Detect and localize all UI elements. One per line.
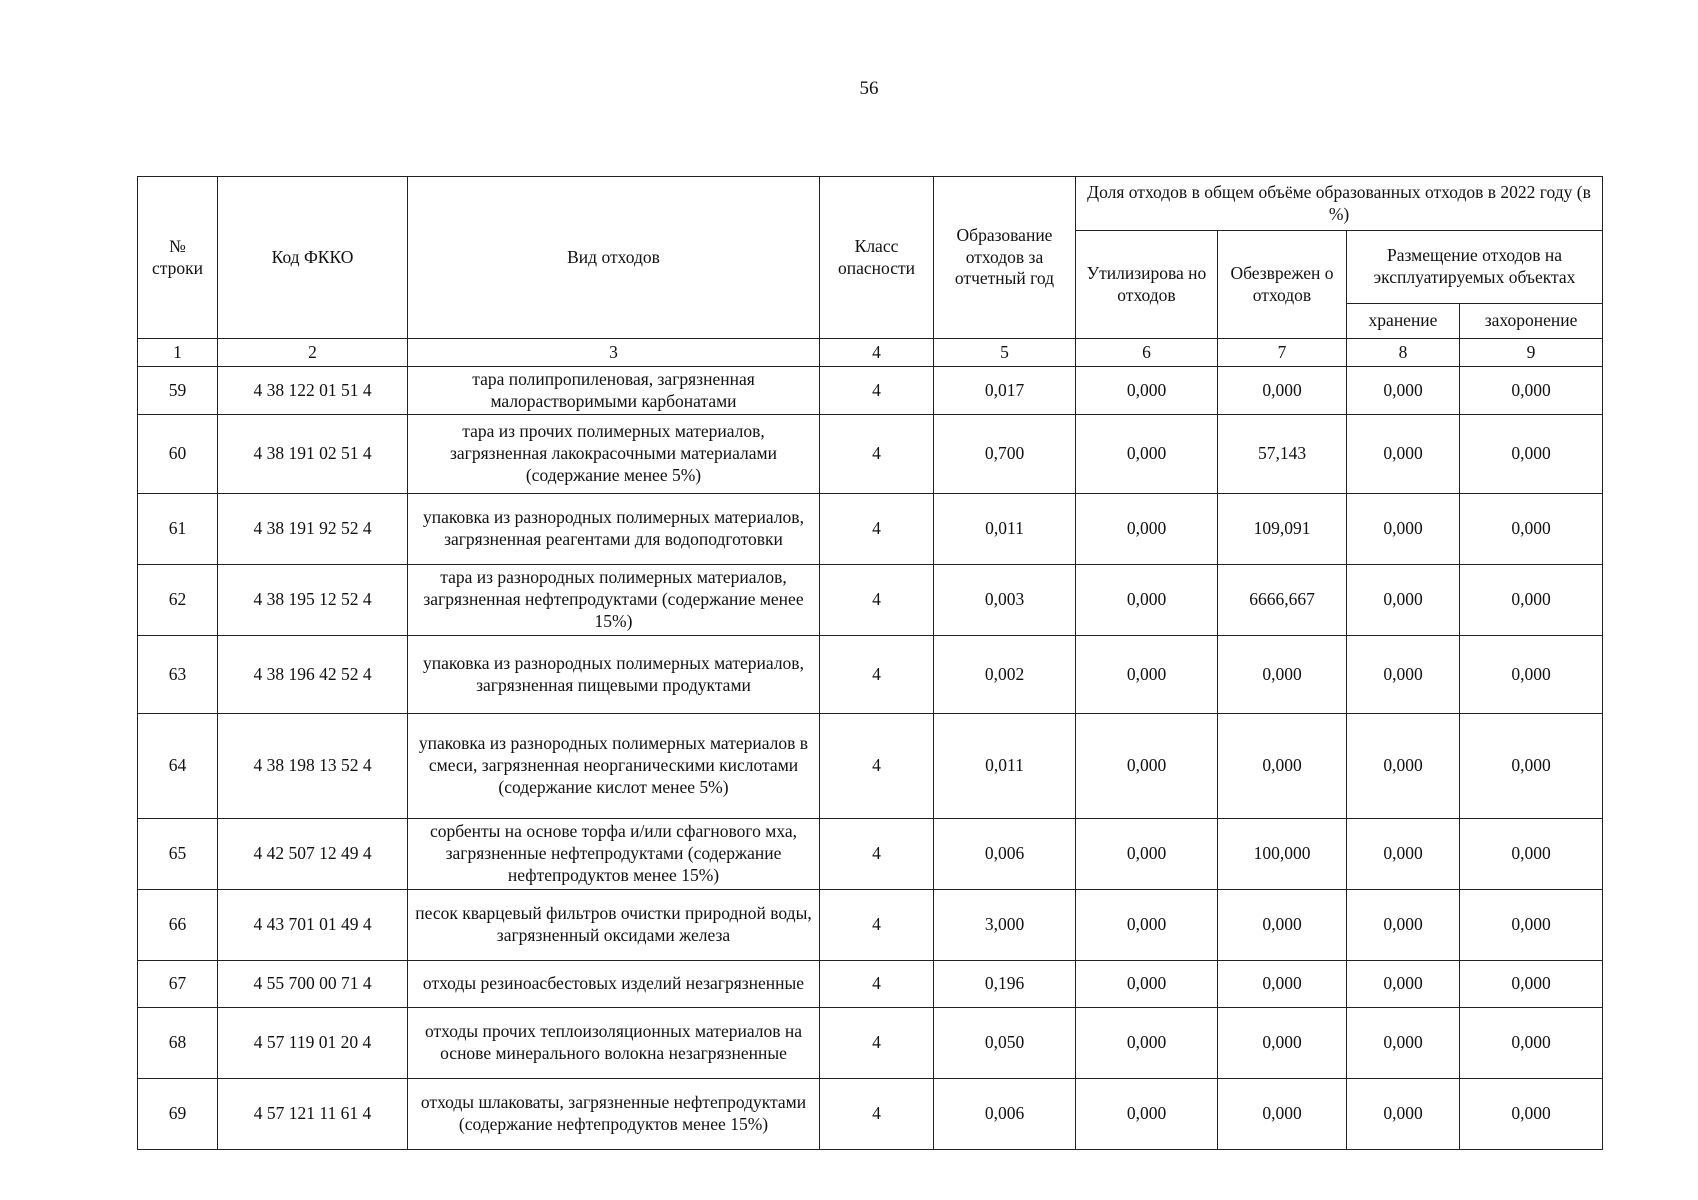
- cell-generation: 0,017: [934, 367, 1076, 415]
- cell-storage: 0,000: [1347, 367, 1460, 415]
- cell-utilized: 0,000: [1076, 367, 1218, 415]
- cell-storage: 0,000: [1347, 961, 1460, 1008]
- table-row: [138, 714, 1603, 819]
- page-number: 56: [859, 78, 879, 99]
- cell-hazard-class: 4: [820, 961, 934, 1008]
- cell-neutralized: 0,000: [1218, 961, 1347, 1008]
- cell-waste-type: отходы прочих теплоизоляционных материалов на основе минерального волокна незагрязненные: [408, 1008, 820, 1079]
- header-waste-type: Вид отходов: [408, 177, 820, 339]
- cell-hazard-class: 4: [820, 415, 934, 494]
- cell-hazard-class: 4: [820, 565, 934, 636]
- column-number: 6: [1076, 339, 1218, 367]
- cell-utilized: 0,000: [1076, 1008, 1218, 1079]
- table-row: [138, 367, 1603, 415]
- cell-row-no: 65: [138, 819, 218, 890]
- cell-code: 4 42 507 12 49 4: [218, 819, 408, 890]
- cell-generation: 0,006: [934, 1079, 1076, 1150]
- cell-waste-type: отходы резиноасбестовых изделий незагрязненные: [408, 961, 820, 1008]
- cell-generation: 0,050: [934, 1008, 1076, 1079]
- cell-waste-type: тара полипропиленовая, загрязненная малорастворимыми карбонатами: [408, 367, 820, 415]
- cell-code: 4 38 195 12 52 4: [218, 565, 408, 636]
- cell-hazard-class: 4: [820, 494, 934, 565]
- column-number: 7: [1218, 339, 1347, 367]
- table-row: [138, 819, 1603, 890]
- table-row: [138, 565, 1603, 636]
- cell-generation: 0,003: [934, 565, 1076, 636]
- table-row: [138, 1008, 1603, 1079]
- cell-neutralized: 0,000: [1218, 636, 1347, 714]
- cell-neutralized: 109,091: [1218, 494, 1347, 565]
- cell-hazard-class: 4: [820, 819, 934, 890]
- cell-generation: 0,006: [934, 819, 1076, 890]
- cell-storage: 0,000: [1347, 415, 1460, 494]
- header-neutralized: Обезврежен о отходов: [1218, 231, 1347, 339]
- cell-waste-type: упаковка из разнородных полимерных материалов, загрязненная пищевыми продуктами: [408, 636, 820, 714]
- cell-utilized: 0,000: [1076, 415, 1218, 494]
- cell-neutralized: 0,000: [1218, 367, 1347, 415]
- cell-generation: 0,196: [934, 961, 1076, 1008]
- column-number: 4: [820, 339, 934, 367]
- cell-row-no: 62: [138, 565, 218, 636]
- cell-utilized: 0,000: [1076, 890, 1218, 961]
- cell-storage: 0,000: [1347, 636, 1460, 714]
- cell-burial: 0,000: [1460, 636, 1603, 714]
- cell-waste-type: упаковка из разнородных полимерных материалов, загрязненная реагентами для водоподготовки: [408, 494, 820, 565]
- cell-neutralized: 0,000: [1218, 714, 1347, 819]
- cell-code: 4 38 196 42 52 4: [218, 636, 408, 714]
- column-number: 2: [218, 339, 408, 367]
- column-number: 8: [1347, 339, 1460, 367]
- cell-neutralized: 100,000: [1218, 819, 1347, 890]
- cell-row-no: 67: [138, 961, 218, 1008]
- cell-storage: 0,000: [1347, 1008, 1460, 1079]
- table-row: [138, 890, 1603, 961]
- cell-code: 4 38 191 92 52 4: [218, 494, 408, 565]
- column-number: 9: [1460, 339, 1603, 367]
- cell-code: 4 57 119 01 20 4: [218, 1008, 408, 1079]
- header-row-no: № строки: [138, 177, 218, 339]
- header-burial: захоронение: [1460, 304, 1603, 339]
- cell-hazard-class: 4: [820, 890, 934, 961]
- header-generation: Образование отходов за отчетный год: [934, 177, 1076, 339]
- cell-code: 4 57 121 11 61 4: [218, 1079, 408, 1150]
- cell-storage: 0,000: [1347, 494, 1460, 565]
- header-hazard-class: Класс опасности: [820, 177, 934, 339]
- cell-waste-type: отходы шлаковаты, загрязненные нефтепродуктами (содержание нефтепродуктов менее 15%): [408, 1079, 820, 1150]
- cell-row-no: 61: [138, 494, 218, 565]
- cell-code: 4 55 700 00 71 4: [218, 961, 408, 1008]
- header-code: Код ФККО: [218, 177, 408, 339]
- cell-burial: 0,000: [1460, 819, 1603, 890]
- cell-row-no: 69: [138, 1079, 218, 1150]
- cell-hazard-class: 4: [820, 367, 934, 415]
- cell-neutralized: 0,000: [1218, 890, 1347, 961]
- cell-generation: 0,011: [934, 714, 1076, 819]
- cell-hazard-class: 4: [820, 1079, 934, 1150]
- table-row: [138, 1079, 1603, 1150]
- cell-neutralized: 6666,667: [1218, 565, 1347, 636]
- cell-burial: 0,000: [1460, 961, 1603, 1008]
- cell-storage: 0,000: [1347, 714, 1460, 819]
- cell-burial: 0,000: [1460, 714, 1603, 819]
- cell-generation: 3,000: [934, 890, 1076, 961]
- cell-waste-type: тара из прочих полимерных материалов, загрязненная лакокрасочными материалами (содержание менее 5%): [408, 415, 820, 494]
- cell-utilized: 0,000: [1076, 714, 1218, 819]
- cell-row-no: 59: [138, 367, 218, 415]
- cell-burial: 0,000: [1460, 565, 1603, 636]
- header-utilized: Утилизирова но отходов: [1076, 231, 1218, 339]
- cell-row-no: 68: [138, 1008, 218, 1079]
- cell-burial: 0,000: [1460, 415, 1603, 494]
- table-row: [138, 961, 1603, 1008]
- header-share-group: Доля отходов в общем объёме образованных отходов в 2022 году (в %): [1076, 177, 1603, 231]
- cell-storage: 0,000: [1347, 819, 1460, 890]
- column-number: 3: [408, 339, 820, 367]
- cell-code: 4 43 701 01 49 4: [218, 890, 408, 961]
- cell-utilized: 0,000: [1076, 565, 1218, 636]
- cell-utilized: 0,000: [1076, 1079, 1218, 1150]
- cell-burial: 0,000: [1460, 1008, 1603, 1079]
- cell-storage: 0,000: [1347, 1079, 1460, 1150]
- cell-code: 4 38 191 02 51 4: [218, 415, 408, 494]
- cell-row-no: 64: [138, 714, 218, 819]
- cell-waste-type: тара из разнородных полимерных материалов, загрязненная нефтепродуктами (содержание менее 15%): [408, 565, 820, 636]
- cell-utilized: 0,000: [1076, 494, 1218, 565]
- table-row: [138, 636, 1603, 714]
- column-number: 5: [934, 339, 1076, 367]
- cell-row-no: 66: [138, 890, 218, 961]
- cell-row-no: 63: [138, 636, 218, 714]
- cell-utilized: 0,000: [1076, 961, 1218, 1008]
- cell-waste-type: сорбенты на основе торфа и/или сфагнового мха, загрязненные нефтепродуктами (содержание нефтепродуктов менее 15%): [408, 819, 820, 890]
- cell-burial: 0,000: [1460, 367, 1603, 415]
- cell-hazard-class: 4: [820, 636, 934, 714]
- cell-hazard-class: 4: [820, 714, 934, 819]
- cell-burial: 0,000: [1460, 1079, 1603, 1150]
- cell-neutralized: 0,000: [1218, 1079, 1347, 1150]
- header-placement-group: Размещение отходов на эксплуатируемых объектах: [1347, 231, 1603, 304]
- column-number: 1: [138, 339, 218, 367]
- cell-burial: 0,000: [1460, 494, 1603, 565]
- cell-storage: 0,000: [1347, 890, 1460, 961]
- cell-waste-type: упаковка из разнородных полимерных материалов в смеси, загрязненная неорганическими кислотами (содержание кислот менее 5%): [408, 714, 820, 819]
- cell-generation: 0,002: [934, 636, 1076, 714]
- cell-neutralized: 0,000: [1218, 1008, 1347, 1079]
- cell-storage: 0,000: [1347, 565, 1460, 636]
- cell-utilized: 0,000: [1076, 819, 1218, 890]
- cell-code: 4 38 122 01 51 4: [218, 367, 408, 415]
- cell-row-no: 60: [138, 415, 218, 494]
- cell-generation: 0,700: [934, 415, 1076, 494]
- cell-generation: 0,011: [934, 494, 1076, 565]
- cell-neutralized: 57,143: [1218, 415, 1347, 494]
- table-row: [138, 415, 1603, 494]
- table-row: [138, 494, 1603, 565]
- cell-burial: 0,000: [1460, 890, 1603, 961]
- cell-utilized: 0,000: [1076, 636, 1218, 714]
- cell-code: 4 38 198 13 52 4: [218, 714, 408, 819]
- waste-table: [137, 176, 1603, 1150]
- cell-waste-type: песок кварцевый фильтров очистки природной воды, загрязненный оксидами железа: [408, 890, 820, 961]
- header-storage: хранение: [1347, 304, 1460, 339]
- cell-hazard-class: 4: [820, 1008, 934, 1079]
